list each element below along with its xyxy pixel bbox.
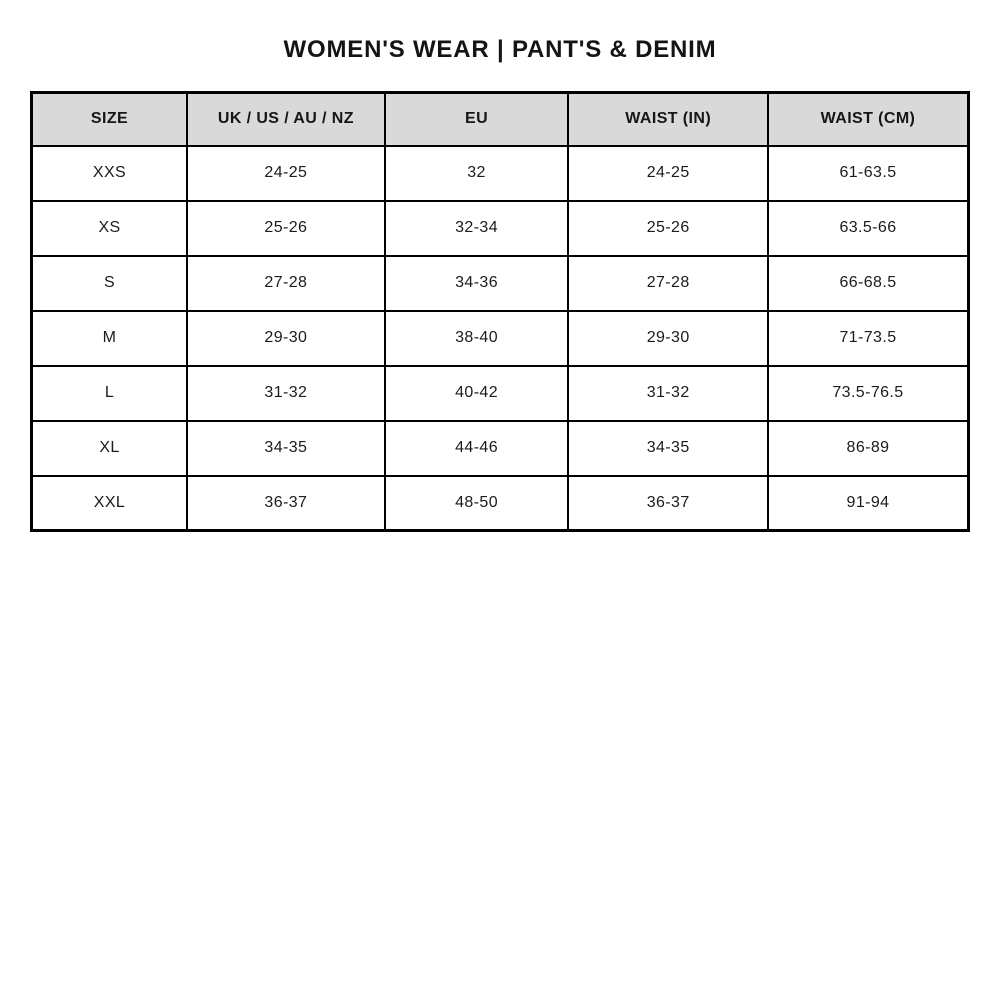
cell-xl-uk-us-au-nz: 34-35 — [187, 421, 385, 476]
column-header-eu: EU — [385, 93, 569, 146]
cell-s-uk-us-au-nz: 27-28 — [187, 256, 385, 311]
cell-xs-waist-cm: 63.5-66 — [768, 201, 969, 256]
cell-xl-waist-in: 34-35 — [568, 421, 768, 476]
cell-xxl-eu: 48-50 — [385, 476, 569, 531]
column-header-waist-in: WAIST (IN) — [568, 93, 768, 146]
cell-xl-eu: 44-46 — [385, 421, 569, 476]
cell-m-waist-in: 29-30 — [568, 311, 768, 366]
column-header-size: SIZE — [32, 93, 188, 146]
cell-xxl-waist-in: 36-37 — [568, 476, 768, 531]
cell-xxs-waist-cm: 61-63.5 — [768, 146, 969, 201]
table-row-xxs — [32, 146, 969, 201]
cell-xs-size: XS — [32, 201, 188, 256]
cell-l-eu: 40-42 — [385, 366, 569, 421]
table-row-s — [32, 256, 969, 311]
page-title: WOMEN'S WEAR | PANT'S & DENIM — [283, 36, 717, 63]
table-header-row — [32, 93, 969, 146]
column-header-waist-cm: WAIST (CM) — [768, 93, 969, 146]
table-row-xl — [32, 421, 969, 476]
table-row-m — [32, 311, 969, 366]
size-chart-table — [30, 91, 970, 532]
cell-s-size: S — [32, 256, 188, 311]
cell-xs-waist-in: 25-26 — [568, 201, 768, 256]
cell-xxs-size: XXS — [32, 146, 188, 201]
cell-xxl-size: XXL — [32, 476, 188, 531]
cell-s-waist-in: 27-28 — [568, 256, 768, 311]
cell-m-eu: 38-40 — [385, 311, 569, 366]
column-header-uk-us-au-nz: UK / US / AU / NZ — [187, 93, 385, 146]
cell-s-eu: 34-36 — [385, 256, 569, 311]
cell-l-uk-us-au-nz: 31-32 — [187, 366, 385, 421]
cell-xl-waist-cm: 86-89 — [768, 421, 969, 476]
cell-xxl-waist-cm: 91-94 — [768, 476, 969, 531]
table-row-xs — [32, 201, 969, 256]
cell-xxs-uk-us-au-nz: 24-25 — [187, 146, 385, 201]
cell-l-waist-in: 31-32 — [568, 366, 768, 421]
cell-l-size: L — [32, 366, 188, 421]
cell-xl-size: XL — [32, 421, 188, 476]
cell-xs-uk-us-au-nz: 25-26 — [187, 201, 385, 256]
cell-m-waist-cm: 71-73.5 — [768, 311, 969, 366]
cell-xxs-waist-in: 24-25 — [568, 146, 768, 201]
cell-xxs-eu: 32 — [385, 146, 569, 201]
cell-xs-eu: 32-34 — [385, 201, 569, 256]
cell-l-waist-cm: 73.5-76.5 — [768, 366, 969, 421]
cell-s-waist-cm: 66-68.5 — [768, 256, 969, 311]
cell-m-uk-us-au-nz: 29-30 — [187, 311, 385, 366]
cell-m-size: M — [32, 311, 188, 366]
cell-xxl-uk-us-au-nz: 36-37 — [187, 476, 385, 531]
table-row-l — [32, 366, 969, 421]
table-row-xxl — [32, 476, 969, 531]
